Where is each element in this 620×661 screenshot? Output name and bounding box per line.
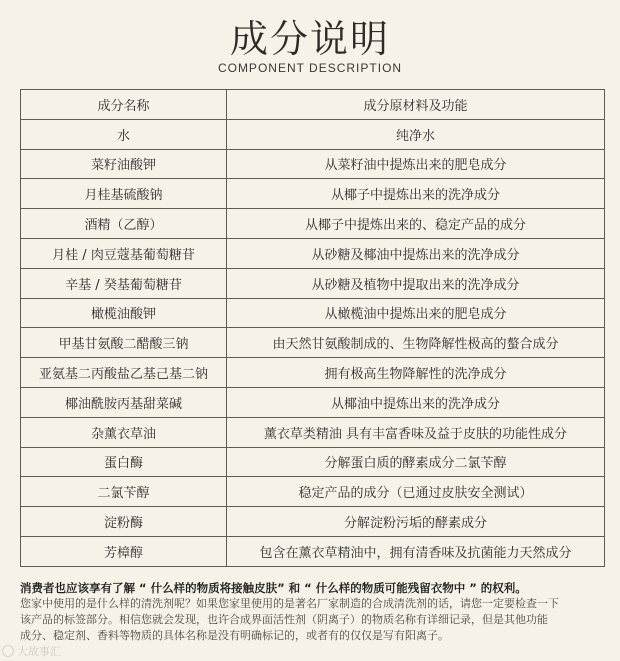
ingredient-function-cell: 从椰子中提炼出来的洗净成分 bbox=[227, 179, 605, 209]
table-header-row bbox=[21, 90, 605, 120]
watermark bbox=[2, 643, 61, 659]
ingredient-name-cell: 月桂 / 肉豆蔻基葡萄糖苷 bbox=[21, 238, 227, 268]
ingredient-function-cell: 从橄榄油中提炼出来的肥皂成分 bbox=[227, 298, 605, 328]
ingredient-function-cell: 薰衣草类精油 具有丰富香味及益于皮肤的功能性成分 bbox=[227, 417, 605, 447]
ingredient-function-cell: 由天然甘氨酸制成的、生物降解性极高的螯合成分 bbox=[227, 328, 605, 358]
ingredient-name-cell: 酒精（乙醇） bbox=[21, 209, 227, 239]
ingredient-name-cell: 蛋白酶 bbox=[21, 447, 227, 477]
ingredient-function-cell: 纯净水 bbox=[227, 119, 605, 149]
watermark-logo-icon bbox=[2, 645, 14, 657]
notes-line-2: 该产品的标签部分。相信您就会发现，也许合成界面活性剂（阴离子）的物质名称有详细记录，但是其他功能 bbox=[20, 613, 548, 626]
ingredient-function-cell: 从椰油中提炼出来的洗净成分 bbox=[227, 387, 605, 417]
table-row bbox=[21, 417, 605, 447]
table-row bbox=[21, 328, 605, 358]
table-row bbox=[21, 119, 605, 149]
column-header-function: 成分原材料及功能 bbox=[227, 90, 605, 120]
table-row bbox=[21, 447, 605, 477]
table-row bbox=[21, 387, 605, 417]
ingredient-function-cell: 包含在薰衣草精油中，拥有清香味及抗菌能力天然成分 bbox=[227, 536, 605, 566]
table-row bbox=[21, 238, 605, 268]
notes-line-3: 成分、稳定剂、香料等物质的具体名称是没有明确标记的，或者有的仅仅是写有阳离子。 bbox=[20, 629, 449, 642]
ingredient-function-cell: 分解蛋白质的酵素成分二氯苄醇 bbox=[227, 447, 605, 477]
table-row bbox=[21, 209, 605, 239]
ingredient-name-cell: 芳樟醇 bbox=[21, 536, 227, 566]
table-row bbox=[21, 149, 605, 179]
ingredient-name-cell: 月桂基硫酸钠 bbox=[21, 179, 227, 209]
table-row bbox=[21, 358, 605, 388]
notes-section bbox=[20, 580, 610, 644]
component-table bbox=[20, 89, 605, 567]
ingredient-name-cell: 菜籽油酸钾 bbox=[21, 149, 227, 179]
table-row bbox=[21, 298, 605, 328]
ingredient-function-cell: 从椰子中提炼出来的、稳定产品的成分 bbox=[227, 209, 605, 239]
ingredient-name-cell: 甲基甘氨酸二醋酸三钠 bbox=[21, 328, 227, 358]
ingredient-function-cell: 稳定产品的成分（已通过皮肤安全测试） bbox=[227, 477, 605, 507]
ingredient-name-cell: 椰油酰胺丙基甜菜碱 bbox=[21, 387, 227, 417]
ingredient-function-cell: 拥有极高生物降解性的洗净成分 bbox=[227, 358, 605, 388]
table-row bbox=[21, 477, 605, 507]
page-title: 成分说明 bbox=[229, 17, 390, 61]
table-row bbox=[21, 507, 605, 537]
ingredient-function-cell: 从菜籽油中提炼出来的肥皂成分 bbox=[227, 149, 605, 179]
ingredient-name-cell: 水 bbox=[21, 119, 227, 149]
watermark-text: 大故事汇 bbox=[17, 645, 61, 658]
column-header-name: 成分名称 bbox=[21, 90, 227, 120]
ingredient-function-cell: 分解淀粉污垢的酵素成分 bbox=[227, 507, 605, 537]
ingredient-name-cell: 二氯苄醇 bbox=[21, 477, 227, 507]
ingredient-function-cell: 从砂糖及植物中提取出来的洗净成分 bbox=[227, 268, 605, 298]
ingredient-name-cell: 杂薰衣草油 bbox=[21, 417, 227, 447]
ingredient-name-cell: 辛基 / 癸基葡萄糖苷 bbox=[21, 268, 227, 298]
table-row bbox=[21, 536, 605, 566]
table-row bbox=[21, 268, 605, 298]
ingredient-name-cell: 淀粉酶 bbox=[21, 507, 227, 537]
ingredient-name-cell: 亚氨基二丙酸盐乙基己基二钠 bbox=[21, 358, 227, 388]
ingredient-name-cell: 橄榄油酸钾 bbox=[21, 298, 227, 328]
page-subtitle: COMPONENT DESCRIPTION bbox=[217, 61, 403, 75]
notes-headline: 消费者也应该享有了解 “ 什么样的物质将接触皮肤” 和 “ 什么样的物质可能残留衣物中 ” 的权利。 bbox=[20, 581, 527, 595]
table-row bbox=[21, 179, 605, 209]
notes-line-1: 您家中使用的是什么样的清洗剂呢？如果您家里使用的是著名厂家制造的合成清洗剂的话，请您一定要检查一下 bbox=[20, 597, 559, 610]
ingredient-function-cell: 从砂糖及椰油中提炼出来的洗净成分 bbox=[227, 238, 605, 268]
